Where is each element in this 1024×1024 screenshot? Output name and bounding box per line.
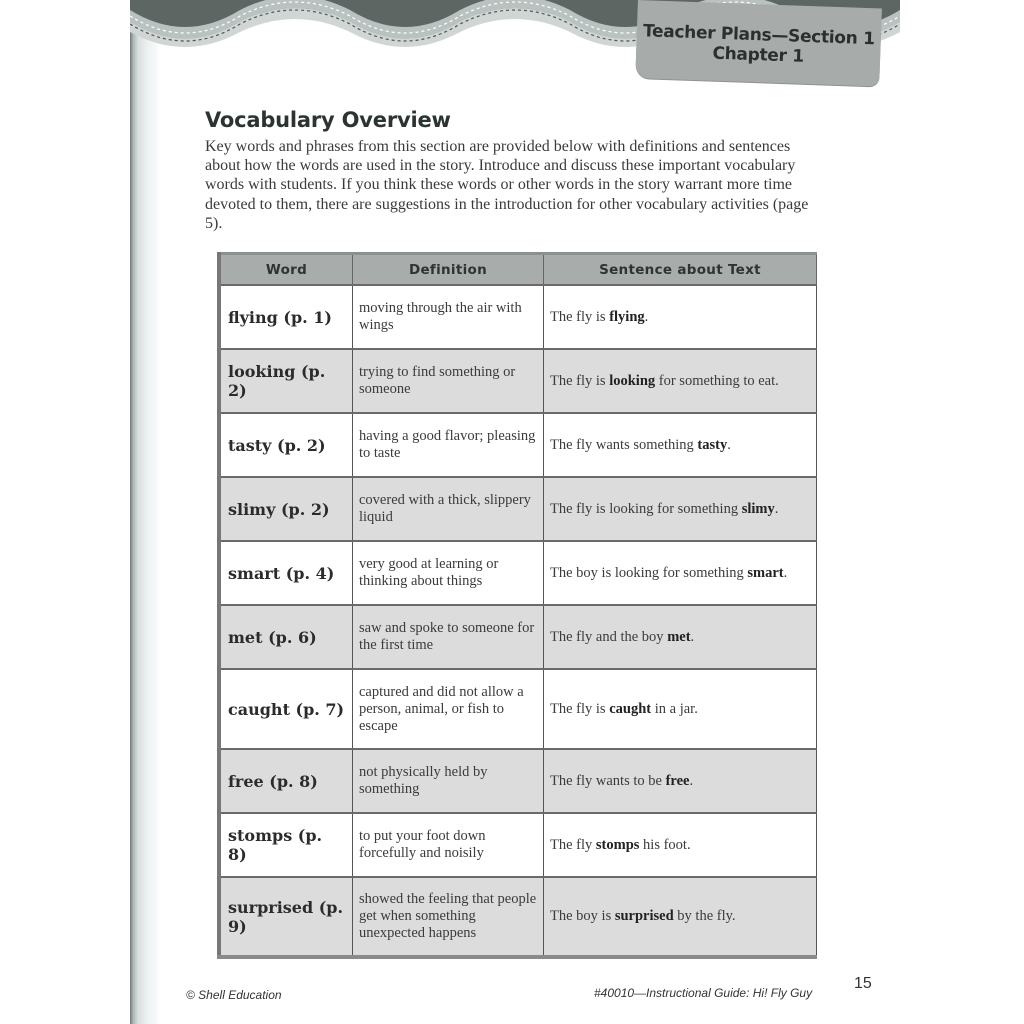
sentence-text: The fly (550, 836, 596, 853)
sentence-vocab-highlight: free (665, 772, 690, 789)
sentence-vocab-highlight: met (667, 628, 691, 645)
vocab-word: flying (p. 1) (219, 285, 353, 349)
column-header-word: Word (219, 254, 353, 286)
footer-copyright: © Shell Education (186, 988, 282, 1002)
vocab-definition: trying to find something or someone (353, 349, 544, 413)
vocab-word: caught (p. 7) (219, 669, 353, 749)
column-header-definition: Definition (353, 254, 544, 286)
vocab-word: smart (p. 4) (219, 541, 353, 605)
table-row (219, 541, 817, 605)
sentence-text: by the fly. (673, 908, 736, 924)
table-row (219, 285, 817, 349)
table-row (219, 877, 817, 957)
vocab-definition: having a good flavor; pleasing to taste (353, 413, 544, 477)
sentence-vocab-highlight: looking (609, 372, 656, 389)
table-row (219, 749, 817, 813)
vocab-sentence (544, 413, 817, 477)
vocab-sentence (544, 285, 817, 349)
page-number: 15 (854, 975, 872, 992)
sentence-vocab-highlight: slimy (741, 500, 775, 517)
sentence-text: . (644, 308, 649, 325)
vocab-sentence (544, 605, 817, 669)
sentence-text: . (783, 564, 788, 581)
sentence-text: . (774, 500, 779, 517)
table-row (219, 349, 817, 413)
vocab-word: tasty (p. 2) (219, 413, 353, 477)
sentence-text: . (689, 772, 694, 789)
vocab-definition: covered with a thick, slippery liquid (353, 477, 544, 541)
table-header-row (219, 254, 817, 286)
vocab-sentence (544, 349, 817, 413)
footer-product-title: #40010—Instructional Guide: Hi! Fly Guy (594, 986, 813, 1000)
sentence-text: The fly is (550, 372, 610, 389)
sentence-text: The fly is looking for something (550, 500, 742, 517)
sentence-vocab-highlight: flying (609, 308, 645, 325)
vocab-definition: saw and spoke to someone for the first time (353, 605, 544, 669)
vocab-sentence (544, 477, 817, 541)
sentence-text: The boy is looking for something (550, 564, 748, 581)
book-spine-shadow (130, 0, 160, 1024)
tab-line-section: Teacher Plans—Section 1 (642, 21, 875, 50)
sentence-vocab-highlight: caught (609, 700, 652, 717)
table-row (219, 669, 817, 749)
vocab-word: stomps (p. 8) (219, 813, 353, 877)
vocab-definition: to put your foot down forcefully and noisily (353, 813, 544, 877)
table-row (219, 413, 817, 477)
vocab-definition: moving through the air with wings (353, 285, 544, 349)
table-row (219, 477, 817, 541)
vocab-word: surprised (p. 9) (219, 877, 353, 957)
table-row (219, 813, 817, 877)
sentence-text: The fly wants something (550, 436, 698, 453)
table-row (219, 605, 817, 669)
vocab-word: met (p. 6) (219, 605, 353, 669)
intro-paragraph: Key words and phrases from this section are provided below with definitions and sentences about how the words are used in the story. Introduce and discuss these important vocabulary words with students. If you think these words or other words in the story warrant more time devoted to them, there are suggestions in the introduction for other vocabulary activities (page 5). (205, 138, 809, 232)
sentence-text: The boy is (550, 908, 615, 924)
sentence-vocab-highlight: stomps (595, 836, 640, 853)
sentence-vocab-highlight: surprised (614, 908, 674, 924)
tab-line-chapter: Chapter 1 (712, 43, 805, 67)
vocab-definition: not physically held by something (353, 749, 544, 813)
sentence-vocab-highlight: tasty (697, 436, 728, 453)
sentence-text: . (690, 628, 695, 645)
vocab-sentence (544, 813, 817, 877)
vocab-sentence (544, 749, 817, 813)
sentence-text: The fly wants to be (550, 772, 666, 789)
vocab-sentence (544, 541, 817, 605)
sentence-text: in a jar. (651, 700, 698, 717)
sentence-text: . (727, 436, 731, 453)
vocab-definition: showed the feeling that people get when something unexpected happens (353, 877, 544, 957)
sentence-text: The fly is (550, 308, 610, 325)
column-header-sentence: Sentence about Text (544, 254, 817, 286)
vocab-word: free (p. 8) (219, 749, 353, 813)
sentence-text: The fly and the boy (550, 628, 668, 645)
chapter-tab-label (635, 0, 882, 86)
vocab-word: looking (p. 2) (219, 349, 353, 413)
table-body (219, 285, 817, 957)
vocab-sentence (544, 669, 817, 749)
vocab-sentence (544, 877, 817, 957)
sentence-text: The fly is (550, 700, 610, 717)
vocab-definition: very good at learning or thinking about things (353, 541, 544, 605)
sentence-text: for something to eat. (655, 372, 779, 389)
sentence-text: his foot. (639, 836, 691, 853)
vocab-definition: captured and did not allow a person, animal, or fish to escape (353, 669, 544, 749)
vocabulary-table (217, 252, 817, 959)
sentence-vocab-highlight: smart (747, 564, 784, 581)
section-title: Vocabulary Overview (205, 108, 451, 132)
vocab-word: slimy (p. 2) (219, 477, 353, 541)
